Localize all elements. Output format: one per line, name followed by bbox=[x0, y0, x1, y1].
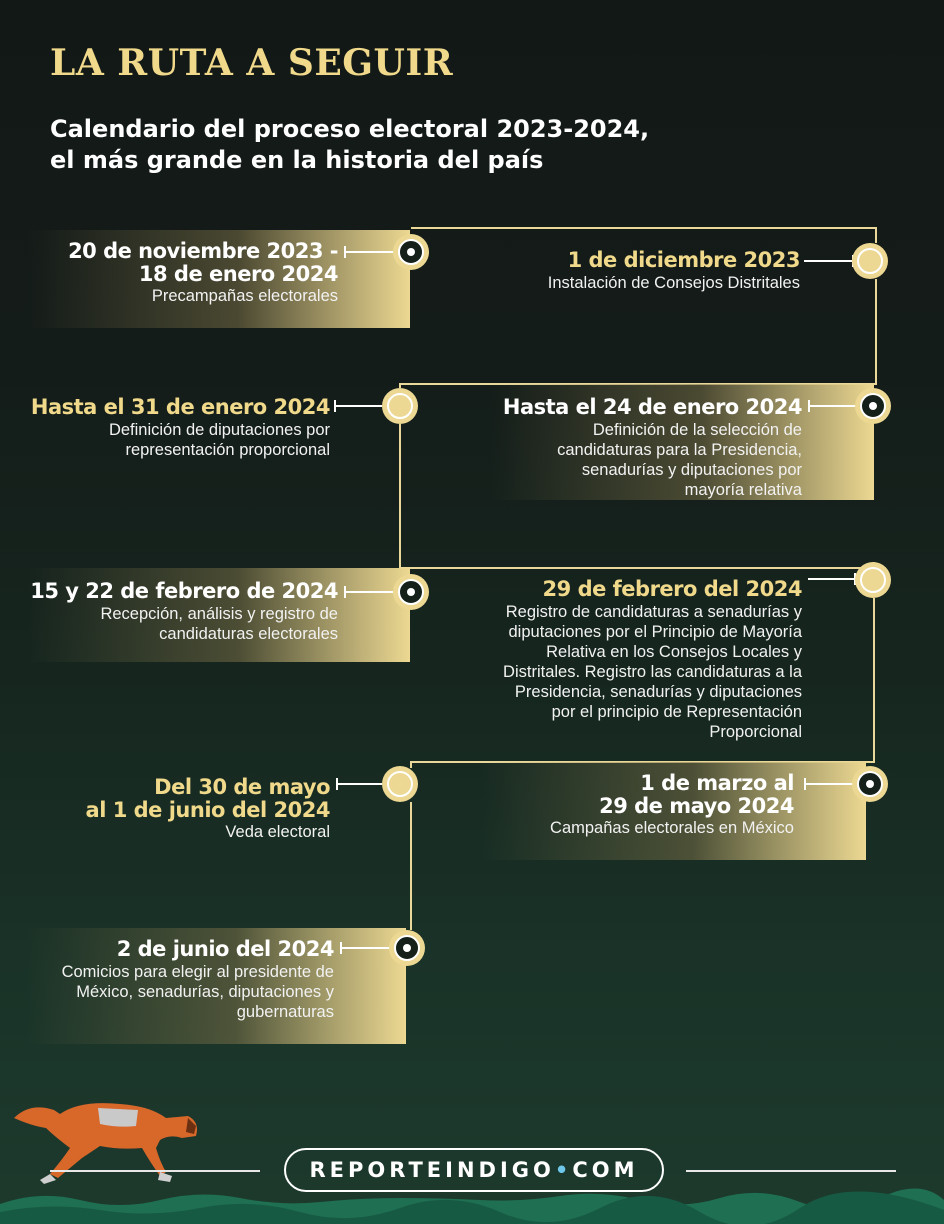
event-date: Del 30 de mayo al 1 de junio del 2024 bbox=[85, 775, 330, 822]
timeline-node-icon bbox=[852, 243, 888, 279]
event-tick bbox=[340, 947, 390, 949]
event-date: 29 de febrero del 2024 bbox=[542, 577, 802, 601]
event-tick bbox=[336, 783, 382, 785]
site-separator: • bbox=[554, 1158, 573, 1182]
event-tick bbox=[804, 260, 854, 262]
footer-rule-left bbox=[50, 1170, 260, 1172]
event-card bbox=[482, 762, 866, 860]
page-title: LA RUTA A SEGUIR bbox=[50, 42, 454, 84]
event-card bbox=[26, 928, 406, 1044]
event-tick bbox=[808, 578, 856, 580]
event-tick bbox=[334, 405, 382, 407]
timeline-node-icon bbox=[382, 766, 418, 802]
event-card bbox=[480, 240, 800, 300]
subtitle-line: Calendario del proceso electoral 2023-2024, bbox=[50, 115, 650, 143]
event-description: Precampañas electorales bbox=[151, 287, 338, 305]
event-date: 15 y 22 de febrero de 2024 bbox=[30, 579, 338, 603]
event-date: Hasta el 24 de enero 2024 bbox=[502, 395, 802, 419]
event-description: Instalación de Consejos Distritales bbox=[547, 274, 800, 292]
event-date: 1 de marzo al 29 de mayo 2024 bbox=[599, 771, 794, 818]
event-date: 2 de junio del 2024 bbox=[116, 937, 334, 961]
event-card bbox=[60, 772, 330, 842]
timeline-node-icon bbox=[389, 930, 425, 966]
site-domain: COM bbox=[572, 1158, 639, 1182]
event-description: Recepción, análisis y registro de candidaturas electorales bbox=[100, 605, 338, 643]
timeline-node-icon bbox=[855, 562, 891, 598]
event-card bbox=[28, 568, 410, 662]
timeline-node-icon bbox=[852, 766, 888, 802]
event-date: 1 de diciembre 2023 bbox=[567, 248, 800, 272]
timeline-node-icon bbox=[855, 388, 891, 424]
event-description: Campañas electorales en México bbox=[550, 819, 794, 837]
timeline-node-icon bbox=[382, 388, 418, 424]
site-url-link[interactable] bbox=[284, 1148, 664, 1192]
site-name: REPORTEINDIGO bbox=[309, 1158, 555, 1182]
timeline-node-icon bbox=[393, 234, 429, 270]
event-card bbox=[20, 392, 330, 462]
event-card bbox=[460, 574, 802, 740]
event-tick bbox=[344, 591, 394, 593]
event-date: Hasta el 31 de enero 2024 bbox=[30, 395, 330, 419]
horse-icon bbox=[10, 1088, 206, 1188]
event-tick bbox=[344, 251, 394, 253]
event-description: Comicios para elegir al presidente de México, senadurías, diputaciones y gubernaturas bbox=[61, 963, 334, 1021]
event-description: Definición de la selección de candidaturas para la Presidencia, senadurías y diputaciones por mayoría relativa bbox=[557, 421, 802, 499]
event-card bbox=[490, 384, 874, 500]
event-tick bbox=[808, 405, 856, 407]
event-description: Definición de diputaciones por representación proporcional bbox=[108, 421, 330, 459]
subtitle-line: el más grande en la historia del país bbox=[50, 146, 544, 174]
event-tick bbox=[804, 783, 854, 785]
timeline-node-icon bbox=[393, 574, 429, 610]
footer-rule-right bbox=[686, 1170, 896, 1172]
event-date: 20 de noviembre 2023 - 18 de enero 2024 bbox=[68, 239, 338, 286]
event-card bbox=[28, 230, 410, 328]
event-description: Veda electoral bbox=[225, 823, 330, 841]
event-description: Registro de candidaturas a senadurías y diputaciones por el Principio de Mayoría Relativa en los Consejos Locales y Distritales. Registro las candidaturas a la Presidencia, senadurías y diputaciones por el principio de Representación Proporcional bbox=[503, 603, 802, 741]
